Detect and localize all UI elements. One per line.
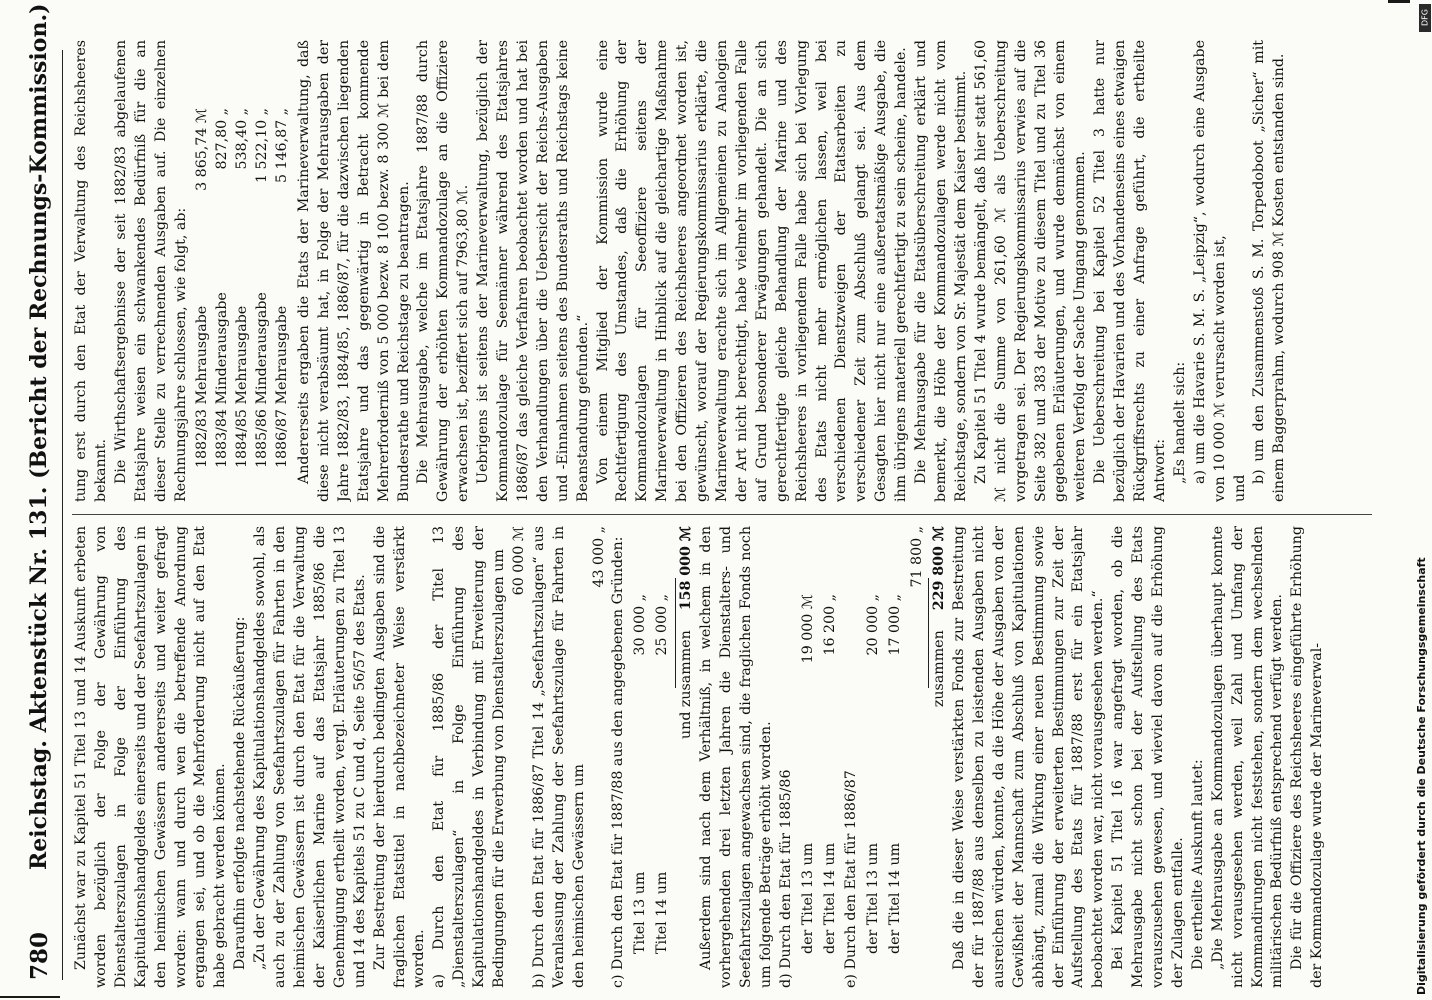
list-item: b) um den Zusammenstoß S. M. Torpedoboot „Sicher“ mit einem Baggerprahm, wodurch 908 ℳ Kosten entstanden sind. [1251,40,1288,502]
ledger-block [430,526,950,988]
ledger-amount: 229 800 ℳ [931,526,948,611]
ledger-amount: 71 800 „ [909,526,926,588]
ledger-amount: 19 000 ℳ [799,594,816,664]
scan-artifact [0,996,60,998]
funding-note: Digitalisierung gefördert durch die Deutsche Forschungsgemeinschaft [1415,557,1428,995]
ledger-amount: 43 000 „ [590,526,607,588]
page-number: 780 [26,931,53,980]
paragraph: Die Wirthschaftsergebnisse der seit 1882/83 abgelaufenen Etatsjahre weisen ein schwankendes Bedürfniß für die an dieser Stelle zu verrechnenden Ausgaben auf. Die einzelnen Rechnungsjahre schlossen, wie folgt, ab: [112,40,189,502]
paragraph: Die Mehrausgabe, welche im Etatsjahre 1887/88 durch Gewährung der erhöhten Kommandozulage an die Offiziere erwachsen ist, beziffert sich auf 7963,80 ℳ. [415,40,472,502]
ledger-amount: 30 000 „ [632,594,649,656]
ledger-item-d: d) Durch den Etat für 1885/86 [777,769,794,988]
paragraph: Daraufhin erfolgte nachstehende Rückäußerung: [232,616,249,970]
year-row [213,108,233,468]
conjunction: und [1231,474,1248,502]
paragraph: Bei Kapitel 51 Titel 16 war angefragt worden, ob die Mehrausgabe nicht schon bei der Aufstellung des Etats vorauszusehen gewesen, und wieviel davon auf die Erhöhung der Zulagen entfalle. [1110,526,1186,988]
ledger-row [821,594,841,954]
ledger-amount: 60 000 ℳ [510,526,527,596]
year-amount: 3 865,74 ℳ [194,108,211,191]
paragraph: Zunächst war zu Kapitel 51 Titel 13 und 14 Auskunft erbeten worden bezüglich der Folge der Gewährung von Dienstalterszulagen in Folge der Einführung des Kapitulationshandgeldes einerseits und der Seefahrtszulagen in den heimischen Gewässern andererseits und weiter gefragt worden: wann und durch wen die betreffende Anordnung ergangen sei, und ob die Mehrforderung nicht auf den Etat habe gebracht werden können. [73,526,229,988]
year-row [253,108,273,468]
ledger-amount: 25 000 „ [654,594,671,656]
ledger-row [631,594,651,954]
paragraph: Zu Kapitel 51 Titel 4 wurde bemängelt, daß hier statt 561,60 ℳ nicht die Summe von 261,60 ℳ als Ueberschreitung vorgetragen sei. Der Regierungskommissarius verwies auf die Seite 382 und 383 der Motive zu diesem Titel und zu Titel 36 gegebenen Erläuterungen, und wurde demnächst von einem weiteren Verfolg der Sache Umgang genommen. [972,40,1089,502]
ledger-grand-total-row [930,526,950,988]
year-amount: 1 522,10 „ [254,108,271,184]
ledger-item-e: e) Durch den Etat für 1886/87 [843,770,860,988]
paragraph: Außerdem sind nach dem Verhältniß, in welchem in den vorhergehenden drei letzten Jahren die Dienstalters- und Seefahrtszulagen angewachsen sind, die fraglichen Fonds noch um folgende Beträge erhöht worden. [698,526,774,988]
quote-paragraph: „Es handelt sich: [1171,361,1188,484]
ledger-item-a: a) Durch den Etat für 1885/86 der Titel 13 „Dienstalterszulagen“ in Folge Einführung des Kapitulationshandgeldes in Verbindung mit Erweiterung der Bedingungen für die Erwerbung von Dienstalterszulagen um [431,526,508,988]
ledger-amount: 16 200 „ [821,594,838,656]
year-label: 1885/86 Minderausgabe [254,292,271,468]
paragraph: Uebrigens ist seitens der Marineverwaltung, bezüglich der Kommandozulage für Seemänner während des Etatsjahres 1886/87 das gleiche Verfahren beobachtet worden und hat bei den Verhandlungen über die Uebersicht der Reichs-Ausgaben und -Einnahmen seitens des Bundesraths und Reichstags keine Beanstandung gefunden.“ [475,40,591,502]
paragraph: Zur Bestreitung der hierdurch bedingten Ausgaben sind die fraglichen Etatstitel in nachbezeichneter Weise verstärkt worden. [371,526,428,988]
ledger-row [908,526,928,988]
paragraph: Die Mehrausgabe für die Etatsüberschreitung erklärt und bemerkt, die Höhe der Kommandozulagen werde nicht vom Reichstage, sondern von Sr. Majestät dem Kaiser bestimmt. [913,40,969,502]
year-row [193,108,213,468]
ledger-label: Titel 14 um [654,871,671,954]
list-item: a) um die Havarie S. M. S. „Leipzig“, wodurch eine Ausgabe von 10 000 ℳ verursacht worden ist, [1191,40,1228,502]
year-label: 1884/85 Mehrausgabe [234,305,251,468]
year-row [273,108,293,468]
ledger-label: zusammen [931,630,948,708]
ledger-item-b: b) Durch den Etat für 1886/87 Titel 14 „Seefahrtszulagen“ aus Veranlassung der Zahlung der Seefahrtszulage für Fahrten in den heimischen Gewässern um [530,526,587,988]
dfg-logo: DFG [1419,4,1431,32]
paragraph: Die für die Offiziere des Reichsheeres eingeführte Erhöhung der Kommandozulage wurde der Marineverwal- [1289,526,1326,988]
ledger-row [799,594,819,954]
ledger-row [653,594,673,954]
paragraph: Die ertheilte Auskunft lautet: [1189,759,1206,970]
ledger-amount: 17 000 „ [887,594,904,656]
column-divider [72,514,1372,515]
ledger-label: der Titel 13 um [799,842,816,954]
scan-artifact [1388,0,1410,3]
ledger-label: der Titel 14 um [821,842,838,954]
paragraph: Andererseits ergaben die Etats der Marineverwaltung, daß diese nicht verabsäumt hat, in Folge der Mehrausgaben der Jahre 1882/83, 1884/85, 1886/87, für die dazwischen liegenden Etatsjahre und das gegenwärtig in Betracht kommende Mehrerforderniß von 5 000 bezw. 8 100 bezw. 8 300 ℳ bei dem Bundesrathe und Reichstage zu beantragen. [295,40,412,502]
page-header [18,3,63,980]
year-row [233,108,253,468]
paragraph: Die Ueberschreitung bei Kapitel 52 Titel 3 hatte nur bezüglich der Havarien und des Vorhandenseins eines etwaigen Rückgriffsrechts zu einer Anfrage geführt, die ertheilte Antwort: [1092,40,1168,502]
ledger-label: Titel 13 um [632,871,649,954]
ledger-label: und zusammen [678,630,695,739]
ledger-row [886,594,906,954]
year-amount: 827,80 „ [214,108,231,170]
year-label: 1882/83 Mehrausgabe [194,305,211,468]
ledger-label: der Titel 13 um [865,842,882,954]
ledger-item-c: c) Durch den Etat für 1887/88 aus den angegebenen Gründen: [610,536,627,988]
ledger-subtotal-row [677,526,697,988]
paragraph: tung erst durch den Etat der Verwaltung des Reichsheeres bekannt. [73,40,109,502]
ledger-row [510,526,530,988]
paragraph: Von einem Mitglied der Kommission wurde eine Rechtfertigung des Umstandes, daß die Erhöhung der Kommandozulagen für Seeoffiziere seitens der Marineverwaltung in Hinblick auf die gleichartige Maßnahme bei den Offizieren des Reichsheeres angeordnet worden ist, gewünscht, worauf der Regierungskommissarius erklärte, die Marineverwaltung erachte sich im Allgemeinen zu Analogien der Art nicht berechtigt, habe vielmehr im vorliegenden Falle auf Grund besonderer Erwägungen gehandelt. Die an sich gerechtfertigte gleiche Behandlung der Marine und des Reichsheeres in vorliegendem Falle habe sich bei Vorlegung des Etats nicht mehr ermöglichen lassen, weil bei verschiedenen Dienstzweigen der Etatsarbeiten zu verschiedener Zeit zum Abschluß gelangt sei. Aus dem Gesagten hier nicht nur eine außeretatsmäßige Ausgabe, die ihm übrigens materiell gerechtfertigt zu sein scheine, handele. [594,40,910,502]
year-amount: 5 146,87 „ [274,108,291,184]
paragraph: Daß die in dieser Weise verstärkten Fonds zur Bestreitung der für 1887/88 aus denselben zu leistenden Ausgaben nicht ausreichen würden, konnte, da die Höhe der Ausgaben von der Gewißheit der Mannschaft zum Abschluß von Kapitulationen abhängt, zumal die Wirkung einer neuen Bestimmung sowie der Einführung der erweiterten Bestimmungen zur Zeit der Aufstellung des Etats für 1887/88 erst für ein Etatsjahr beobachtet worden war, nicht vorausgesehen werden.“ [950,526,1107,988]
page-title: Reichstag. Aktenstück Nr. 131. (Bericht der Rechnungs-Kommission.) [26,3,52,870]
year-label: 1886/87 Mehrausgabe [274,305,291,468]
ledger-label: der Titel 14 um [887,842,904,954]
ledger-row [864,594,884,954]
year-ledger [193,108,293,468]
right-column [72,40,1377,502]
year-label: 1883/84 Minderausgabe [214,292,231,468]
quote-paragraph: „Zu der Gewährung des Kapitulationshandgeldes sowohl, als auch zu der Zahlung von Seefahrtszulagen für Fahrten in den heimischen Gewässern ist durch den Etat für die Verwaltung der Kaiserlichen Marine auf das Etatsjahr 1885/86 die Genehmigung ertheilt worden, vergl. Erläuterungen zu Titel 13 und 14 des Kapitels 51 zu C und d, Seite 56/57 des Etats. [252,526,368,988]
ledger-amount: 158 000 ℳ [678,526,695,611]
quote-paragraph: „Die Mehrausgabe an Kommandozulagen überhaupt konnte nicht vorausgesehen werden, weil Zahl und Umfang der Kommandirungen nicht feststehen, sondern dem wechselnden militärischen Bedürfniß entsprechend verfügt werden. [1209,526,1286,988]
ledger-amount: 20 000 „ [865,594,882,656]
left-column [72,526,1377,988]
ledger-row [590,526,610,988]
year-amount: 538,40 „ [234,108,251,170]
